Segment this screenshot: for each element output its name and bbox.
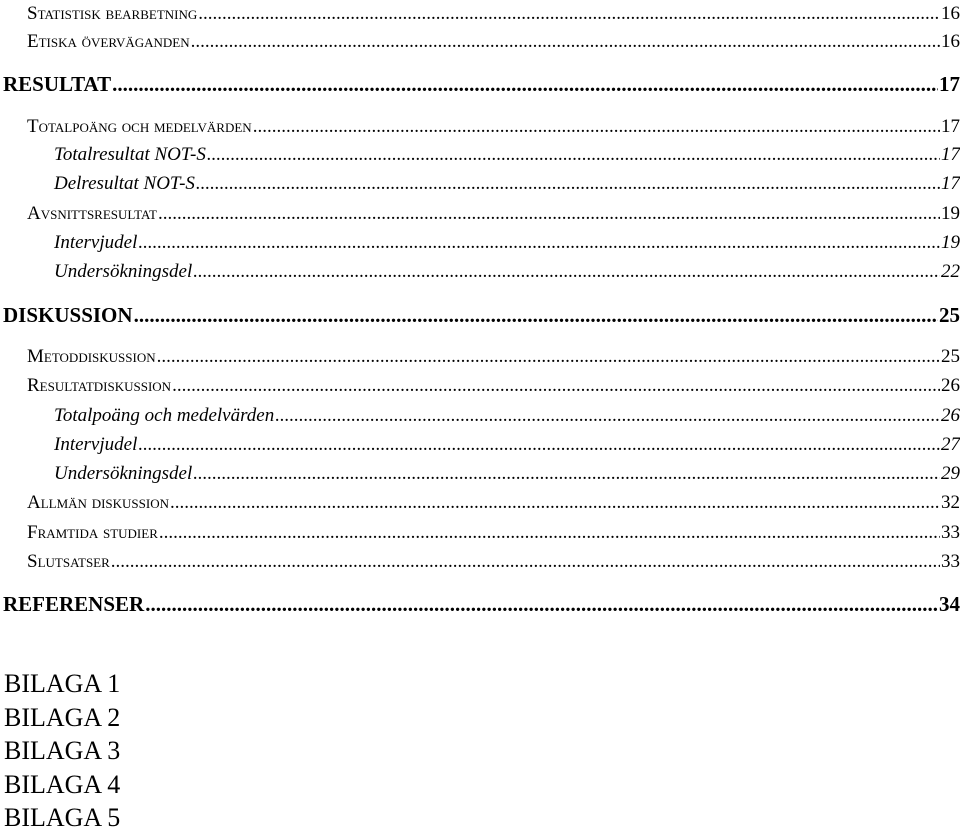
toc-entry-title: Resultatdiskussion [27, 375, 172, 396]
toc-leader-dots [198, 1, 940, 27]
toc-leader-dots [145, 591, 938, 617]
toc-entry-page: 16 [941, 31, 960, 52]
toc-entry-metoddiskussion[interactable] [27, 344, 960, 370]
toc-entry-title: Totalpoäng och medelvärden [54, 405, 275, 426]
toc-entry-slutsatser[interactable] [27, 549, 960, 575]
toc-leader-dots [253, 114, 940, 140]
toc-entry-totalpoang-och-medelvarden[interactable] [27, 114, 960, 140]
toc-leader-dots [112, 71, 938, 97]
toc-leader-dots [193, 461, 940, 487]
toc-entry-page: 26 [941, 405, 960, 426]
toc-entry-allman-diskussion[interactable] [27, 490, 960, 516]
toc-entry-title: RESULTAT [3, 72, 112, 96]
appendix-4[interactable]: BILAGA 4 [4, 770, 121, 799]
toc-entry-undersokningsdel[interactable] [54, 259, 960, 285]
toc-entry-page: 33 [941, 522, 960, 543]
toc-entry-page: 26 [941, 375, 960, 396]
toc-entry-avsnittsresultat[interactable] [27, 201, 960, 227]
toc-entry-page: 19 [941, 203, 960, 224]
toc-entry-page: 16 [941, 3, 960, 24]
toc-entry-resultat[interactable] [3, 71, 960, 97]
toc-entry-intervjudel[interactable] [54, 230, 960, 256]
toc-leader-dots [159, 520, 940, 546]
toc-entry-title: Intervjudel [54, 232, 138, 253]
toc-entry-title: Totalresultat NOT-S [54, 144, 206, 165]
toc-entry-title: Undersökningsdel [54, 463, 193, 484]
toc-leader-dots [275, 403, 940, 429]
toc-entry-title: Etiska överväganden [27, 31, 190, 52]
appendix-2[interactable]: BILAGA 2 [4, 703, 121, 732]
toc-entry-title: Statistisk bearbetning [27, 3, 198, 24]
toc-entry-framtida-studier[interactable] [27, 520, 960, 546]
toc-entry-undersokningsdel-2[interactable] [54, 461, 960, 487]
toc-leader-dots [196, 171, 940, 197]
toc-entry-title: Delresultat NOT-S [54, 173, 195, 194]
toc-entry-title: Metoddiskussion [27, 346, 156, 367]
toc-leader-dots [172, 373, 940, 399]
toc-leader-dots [138, 432, 940, 458]
toc-entry-title: Slutsatser [27, 551, 110, 572]
toc-entry-title: Undersökningsdel [54, 261, 193, 282]
toc-entry-statistisk-bearbetning[interactable] [27, 1, 960, 27]
toc-entry-page: 17 [941, 144, 960, 165]
toc-entry-page: 29 [941, 463, 960, 484]
toc-leader-dots [157, 344, 940, 370]
toc-entry-title: Intervjudel [54, 434, 138, 455]
toc-entry-page: 27 [941, 434, 960, 455]
toc-entry-totalresultat-not-s[interactable] [54, 142, 960, 168]
toc-entry-title: Avsnittsresultat [27, 203, 157, 224]
toc-entry-delresultat-not-s[interactable] [54, 171, 960, 197]
toc-entry-etiska-overvaganden[interactable] [27, 29, 960, 55]
toc-entry-page: 17 [941, 116, 960, 137]
toc-leader-dots [170, 490, 940, 516]
toc-leader-dots [134, 302, 938, 328]
toc-entry-page: 33 [941, 551, 960, 572]
toc-leader-dots [111, 549, 940, 575]
toc-entry-title: Totalpoäng och medelvärden [27, 116, 252, 137]
toc-leader-dots [191, 29, 940, 55]
toc-entry-page: 34 [939, 592, 960, 616]
toc-entry-title: Framtida studier [27, 522, 158, 543]
toc-entry-page: 17 [941, 173, 960, 194]
toc-leader-dots [207, 142, 940, 168]
toc-entry-referenser[interactable] [3, 591, 960, 617]
toc-entry-intervjudel-2[interactable] [54, 432, 960, 458]
toc-entry-page: 17 [939, 72, 960, 96]
toc-entry-totalpoang-och-medelvarden-2[interactable] [54, 403, 960, 429]
toc-entry-title: REFERENSER [3, 592, 145, 616]
toc-entry-diskussion[interactable] [3, 302, 960, 328]
toc-leader-dots [193, 259, 940, 285]
appendix-1[interactable]: BILAGA 1 [4, 669, 121, 698]
toc-entry-page: 22 [941, 261, 960, 282]
toc-entry-page: 19 [941, 232, 960, 253]
toc-entry-title: DISKUSSION [3, 303, 133, 327]
toc-entry-resultatdiskussion[interactable] [27, 373, 960, 399]
toc-entry-page: 32 [941, 492, 960, 513]
toc-leader-dots [138, 230, 940, 256]
appendix-3[interactable]: BILAGA 3 [4, 736, 121, 765]
toc-entry-page: 25 [939, 303, 960, 327]
toc-leader-dots [158, 201, 940, 227]
toc-entry-title: Allmän diskussion [27, 492, 169, 513]
toc-entry-page: 25 [941, 346, 960, 367]
appendix-5[interactable]: BILAGA 5 [4, 803, 121, 832]
